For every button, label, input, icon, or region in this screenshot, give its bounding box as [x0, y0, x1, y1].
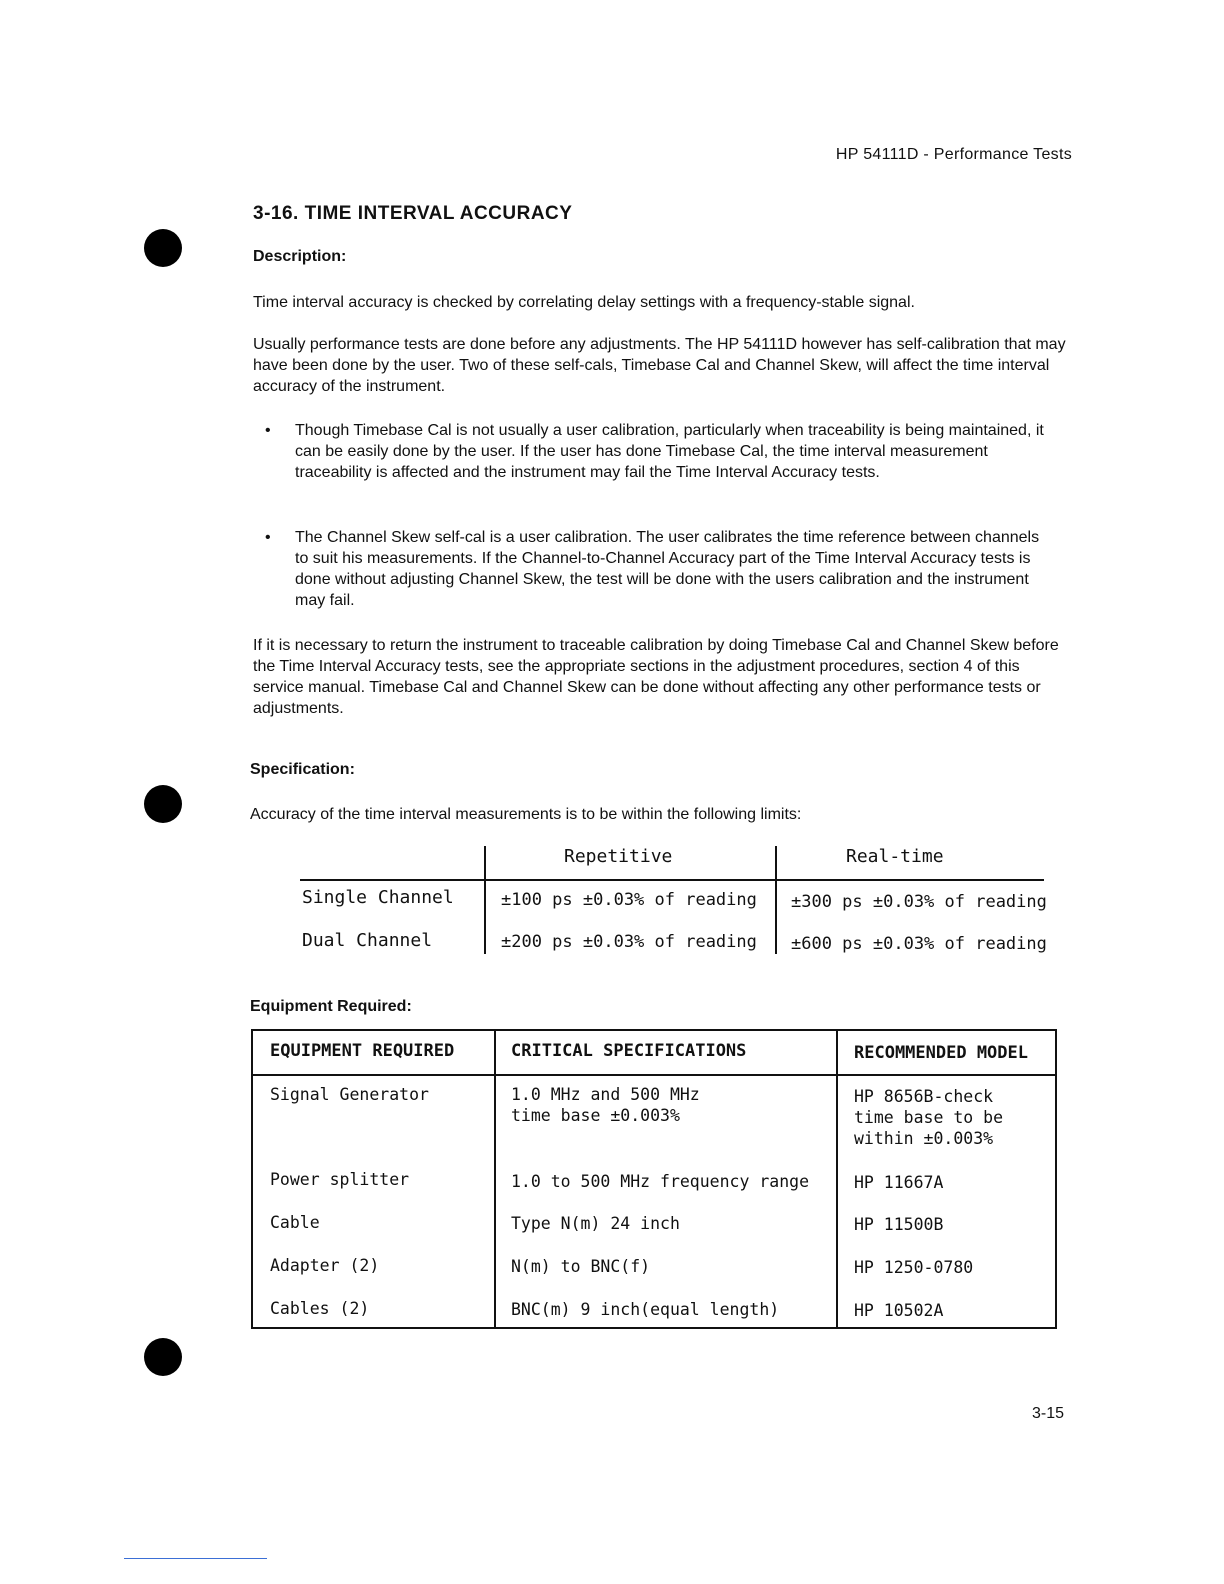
footer-rule — [124, 1558, 267, 1559]
equip-cell-equipment: Cable — [270, 1213, 320, 1232]
bullet-channel-skew — [265, 527, 1055, 611]
spec-divider-right — [775, 846, 777, 954]
equip-cell-equipment: Power splitter — [270, 1170, 410, 1189]
spec-row-label: Dual Channel — [302, 930, 433, 951]
specification-intro: Accuracy of the time interval measurements is to be within the following limits: — [250, 806, 802, 823]
spec-col-repetitive: Repetitive — [564, 846, 673, 867]
bullet-marker: • — [265, 422, 271, 439]
bullet-marker: • — [265, 529, 271, 546]
specification-table — [250, 838, 1070, 968]
equip-header-rule — [253, 1074, 1055, 1076]
description-paragraph: Usually performance tests are done before any adjustments. The HP 54111D however has self-calibration that may have been done by the user. Two of these self-cals, Timebase Cal and Channel Skew, will affect the time interval accuracy of the instrument. — [253, 336, 1066, 395]
equip-cell-equipment: Cables (2) — [270, 1299, 370, 1318]
equipment-table — [251, 1029, 1057, 1329]
return-calibration-paragraph: If it is necessary to return the instrument to traceable calibration by doing Timebase Cal and Channel Skew before the Time Interval Accuracy tests, see the appropriate sections in the adjustment procedures, section 4 of this service manual. Timebase Cal and Channel Skew can be done without affecting any other performance tests or adjustments. — [253, 637, 1059, 717]
punch-hole-bottom — [144, 1338, 182, 1376]
spec-cell-realtime: ±300 ps ±0.03% of reading — [791, 892, 1047, 912]
equip-col-equipment: EQUIPMENT REQUIRED — [270, 1041, 455, 1061]
equip-cell-model: HP 11500B — [854, 1215, 944, 1234]
equip-col-specs: CRITICAL SPECIFICATIONS — [511, 1041, 747, 1061]
bullet-text: Though Timebase Cal is not usually a user calibration, particularly when traceability is being maintained, it can be easily done by the user. If the user has done Timebase Cal, the time interval measurement traceability is affected and the instrument may fail the Time Interval Accuracy tests. — [295, 422, 1044, 481]
spec-header-rule — [300, 879, 1044, 881]
bullet-text: The Channel Skew self-cal is a user calibration. The user calibrates the time reference between channels to suit his measurements. If the Channel-to-Channel Accuracy part of the Time Interval Accuracy tests is done without adjusting Channel Skew, the test will be done with the users calibration and the instrument may fail. — [295, 529, 1040, 609]
equip-cell-equipment: Signal Generator — [270, 1085, 429, 1104]
equip-cell-model: HP 11667A — [854, 1173, 944, 1192]
equip-cell-model: HP 10502A — [854, 1301, 944, 1320]
equip-cell-equipment: Adapter (2) — [270, 1256, 380, 1275]
punch-hole-middle — [144, 785, 182, 823]
spec-col-realtime: Real-time — [846, 846, 944, 867]
equipment-heading: Equipment Required: — [250, 998, 412, 1015]
spec-cell-realtime: ±600 ps ±0.03% of reading — [791, 934, 1047, 954]
equip-cell-specs: N(m) to BNC(f) — [511, 1257, 651, 1276]
section-title: 3-16. TIME INTERVAL ACCURACY — [253, 203, 573, 224]
bullet-timebase-cal — [265, 420, 1055, 483]
description-heading: Description: — [253, 248, 347, 265]
equip-cell-specs: 1.0 to 500 MHz frequency range — [511, 1172, 810, 1191]
spec-row-label: Single Channel — [302, 887, 454, 908]
punch-hole-top — [144, 229, 182, 267]
spec-cell-repetitive: ±200 ps ±0.03% of reading — [501, 932, 757, 952]
spec-cell-repetitive: ±100 ps ±0.03% of reading — [501, 890, 757, 910]
page-number: 3-15 — [1031, 1405, 1064, 1422]
running-header: HP 54111D - Performance Tests — [835, 146, 1072, 163]
equip-cell-specs: BNC(m) 9 inch(equal length) — [511, 1300, 780, 1319]
equip-cell-model: HP 1250-0780 — [854, 1258, 974, 1277]
equip-col-model: RECOMMENDED MODEL — [854, 1043, 1028, 1063]
equip-cell-specs: 1.0 MHz and 500 MHz time base ±0.003% — [511, 1085, 700, 1125]
equip-cell-specs: Type N(m) 24 inch — [511, 1214, 680, 1233]
specification-heading: Specification: — [250, 761, 355, 778]
description-intro: Time interval accuracy is checked by correlating delay settings with a frequency-stable signal. — [253, 294, 915, 311]
spec-divider-left — [484, 846, 486, 954]
equip-cell-model: HP 8656B-check time base to be within ±0.003% — [854, 1087, 1004, 1148]
